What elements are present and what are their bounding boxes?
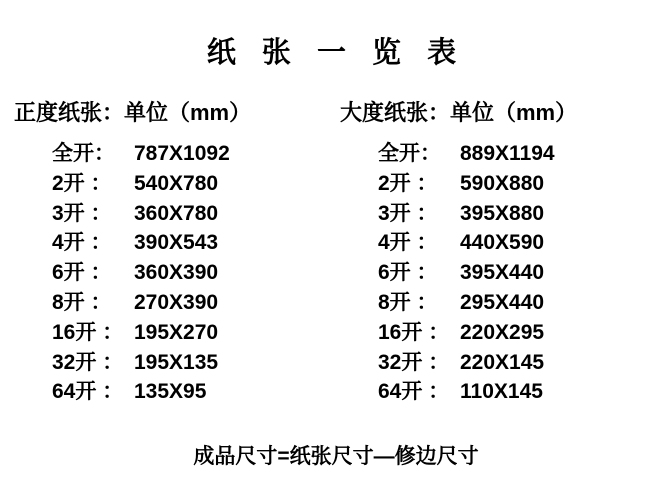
size-label: 32开 ：	[52, 350, 124, 374]
size-value: 110X145	[460, 380, 543, 404]
size-label: 6开 ：	[52, 261, 112, 285]
size-value: 270X390	[134, 290, 219, 314]
list-item	[378, 228, 658, 258]
size-value: 390X543	[134, 231, 219, 255]
list-item	[52, 348, 332, 378]
size-label: 64开 ：	[52, 380, 124, 404]
column-large-size	[340, 96, 658, 407]
list-item	[52, 199, 332, 229]
size-value: 889X1194	[460, 141, 555, 165]
size-label: 32开 ：	[378, 350, 450, 374]
size-label: 2开 ：	[378, 171, 438, 195]
list-item	[52, 288, 332, 318]
size-label: 8开 ：	[52, 290, 112, 314]
size-label: 16开 ：	[378, 320, 450, 344]
size-list	[14, 139, 332, 407]
list-item	[52, 228, 332, 258]
size-value: 395X440	[460, 261, 545, 285]
list-item	[378, 318, 658, 348]
size-label: 3开 ：	[378, 201, 438, 225]
list-item	[52, 318, 332, 348]
list-item	[52, 169, 332, 199]
size-label: 16开 ：	[52, 320, 124, 344]
page-title: 纸 张 一 览 表	[206, 37, 466, 69]
size-label: 8开 ：	[378, 290, 438, 314]
size-value: 360X780	[134, 201, 219, 225]
size-value: 787X1092	[134, 141, 230, 165]
size-value: 590X880	[460, 171, 545, 195]
list-item	[52, 258, 332, 288]
size-label: 2开 ：	[52, 171, 112, 195]
size-label: 64开 ：	[378, 380, 450, 404]
size-label: 3开 ：	[52, 201, 112, 225]
size-label: 6开 ：	[378, 261, 438, 285]
size-label: 全开：	[52, 141, 115, 165]
size-value: 220X145	[460, 350, 545, 374]
list-item	[378, 169, 658, 199]
size-value: 540X780	[134, 171, 219, 195]
size-value: 195X135	[134, 350, 219, 374]
size-value: 135X95	[134, 380, 207, 404]
list-item	[52, 377, 332, 407]
size-value: 195X270	[134, 320, 219, 344]
list-item	[378, 348, 658, 378]
columns-container	[0, 70, 672, 407]
list-item	[378, 377, 658, 407]
list-item	[378, 139, 658, 169]
size-value: 360X390	[134, 261, 219, 285]
footer-note: 成品尺寸=纸张尺寸—修边尺寸	[193, 445, 479, 468]
column-heading: 正度纸张：单位（mm）	[14, 99, 252, 125]
size-value: 295X440	[460, 290, 545, 314]
list-item	[378, 199, 658, 229]
size-value: 220X295	[460, 320, 545, 344]
column-heading: 大度纸张：单位（mm）	[340, 99, 578, 125]
size-label: 4开 ：	[378, 231, 438, 255]
size-value: 395X880	[460, 201, 545, 225]
size-label: 全开：	[378, 141, 441, 165]
size-label: 4开 ：	[52, 231, 112, 255]
column-regular-size	[14, 96, 332, 407]
size-value: 440X590	[460, 231, 545, 255]
list-item	[52, 139, 332, 169]
list-item	[378, 258, 658, 288]
list-item	[378, 288, 658, 318]
size-list	[340, 139, 658, 407]
